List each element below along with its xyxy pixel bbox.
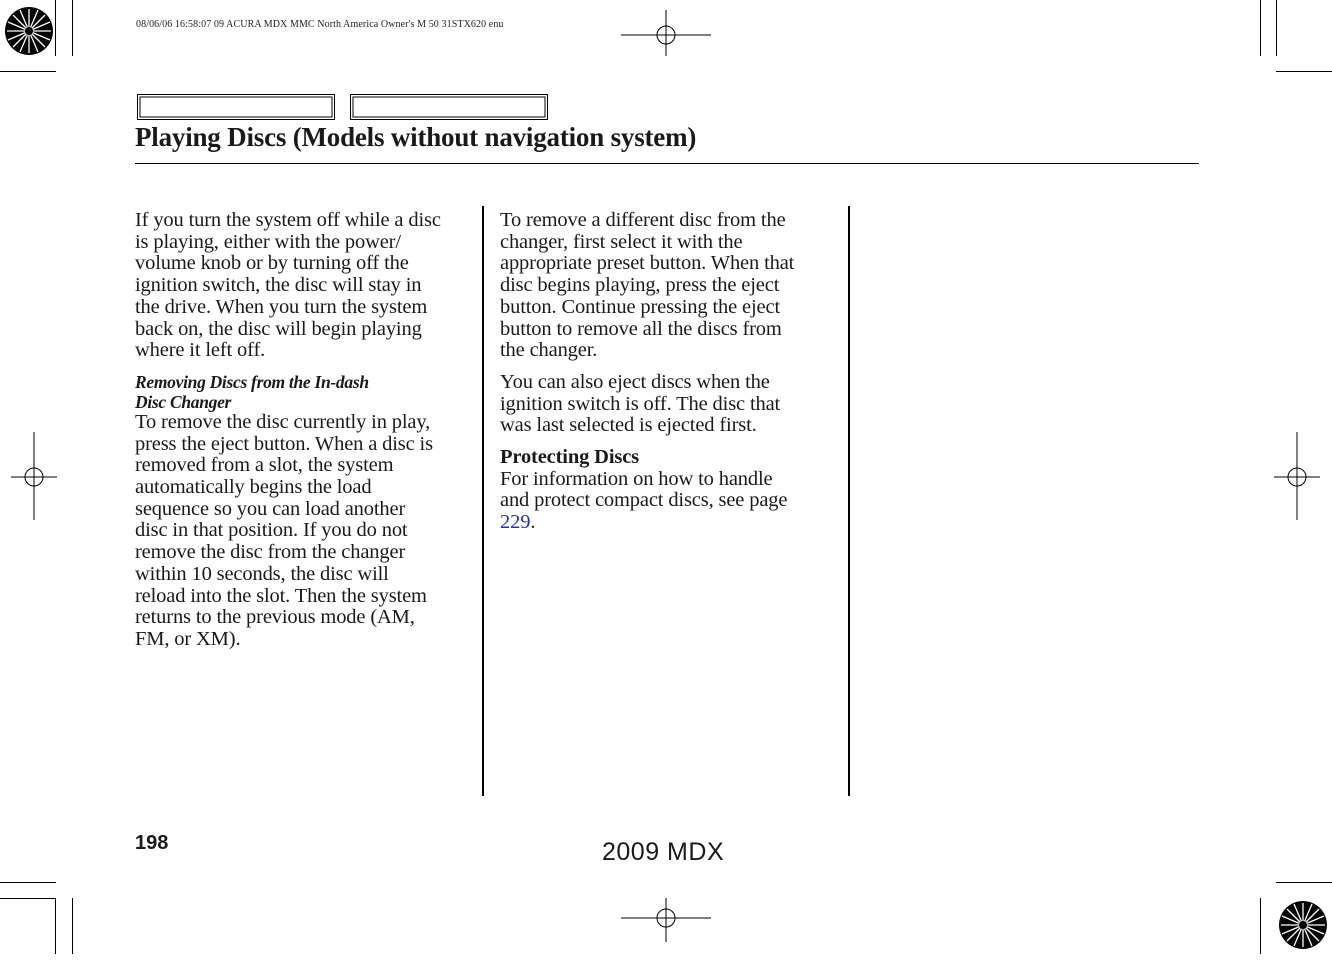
text-line: ignition switch is off. The disc that: [500, 392, 781, 415]
text-line: button to remove all the discs from: [500, 317, 782, 340]
registration-crosshair-icon: [1252, 432, 1332, 522]
registration-sunburst-icon: [1276, 898, 1330, 952]
registration-crosshair-icon: [0, 432, 79, 522]
link-suffix: .: [530, 511, 536, 534]
text-line: Removing Discs from the In-dash: [135, 371, 369, 392]
text-line: Disc Changer: [135, 391, 232, 412]
text-line: FM, or XM).: [135, 627, 241, 650]
text-line: volume knob or by turning off the: [135, 252, 409, 275]
column-divider: [482, 206, 484, 796]
print-info: 08/06/06 16:58:07 09 ACURA MDX MMC North America Owner's M 50 31STX620 enu: [136, 19, 504, 30]
text-line: changer, first select it with the: [500, 230, 743, 253]
text-line: To remove a different disc from the: [500, 209, 786, 231]
text-line: sequence so you can load another: [135, 497, 406, 520]
text-line: button. Continue pressing the eject: [500, 295, 780, 318]
text-line: appropriate preset button. When that: [500, 252, 795, 275]
paragraph: [500, 469, 794, 534]
text-line: You can also eject discs when the: [500, 370, 770, 393]
page-title: Playing Discs (Models without navigation system): [135, 122, 697, 152]
text-line: For information on how to handle: [500, 467, 773, 490]
left-column: [135, 210, 441, 661]
column-divider: [848, 206, 850, 796]
middle-column: [500, 210, 794, 544]
paragraph: [135, 210, 441, 362]
text-line: ignition switch, the disc will stay in: [135, 274, 422, 297]
text-line: disc begins playing, press the eject: [500, 274, 780, 297]
text-line: remove the disc from the changer: [135, 541, 406, 564]
paragraph: [500, 372, 794, 437]
text-line: and protect compact discs, see page: [500, 489, 788, 512]
paragraph: [500, 210, 794, 362]
registration-crosshair-icon: [621, 0, 711, 82]
text-line: press the eject button. When a disc is: [135, 432, 433, 455]
text-line: the drive. When you turn the system: [135, 295, 428, 318]
registration-sunburst-icon: [2, 4, 56, 58]
text-line: If you turn the system off while a disc: [135, 209, 441, 231]
text-line: returns to the previous mode (AM,: [135, 606, 415, 629]
page-number: 198: [135, 832, 169, 854]
text-line: To remove the disc currently in play,: [135, 410, 431, 433]
text-line: [500, 512, 794, 534]
text-line: disc in that position. If you do not: [135, 519, 408, 542]
text-line: within 10 seconds, the disc will: [135, 562, 389, 585]
text-line: automatically begins the load: [135, 476, 372, 499]
title-divider: [135, 163, 1199, 164]
paragraph: [135, 412, 441, 651]
section-subheading: Protecting Discs: [500, 446, 639, 469]
text-line: back on, the disc will begin playing: [135, 317, 422, 340]
text-line: where it left off.: [135, 339, 266, 362]
footer-model: 2009 MDX: [602, 838, 725, 866]
section-subheading: [135, 372, 441, 412]
text-line: was last selected is ejected first.: [500, 414, 757, 437]
text-line: removed from a slot, the system: [135, 454, 394, 477]
section-tab[interactable]: [350, 94, 548, 120]
page-reference-link[interactable]: 229: [500, 511, 531, 534]
registration-crosshair-icon: [621, 874, 711, 964]
section-tab[interactable]: [137, 94, 335, 120]
text-line: is playing, either with the power/: [135, 230, 401, 253]
text-line: reload into the slot. Then the system: [135, 584, 427, 607]
text-line: the changer.: [500, 339, 598, 362]
